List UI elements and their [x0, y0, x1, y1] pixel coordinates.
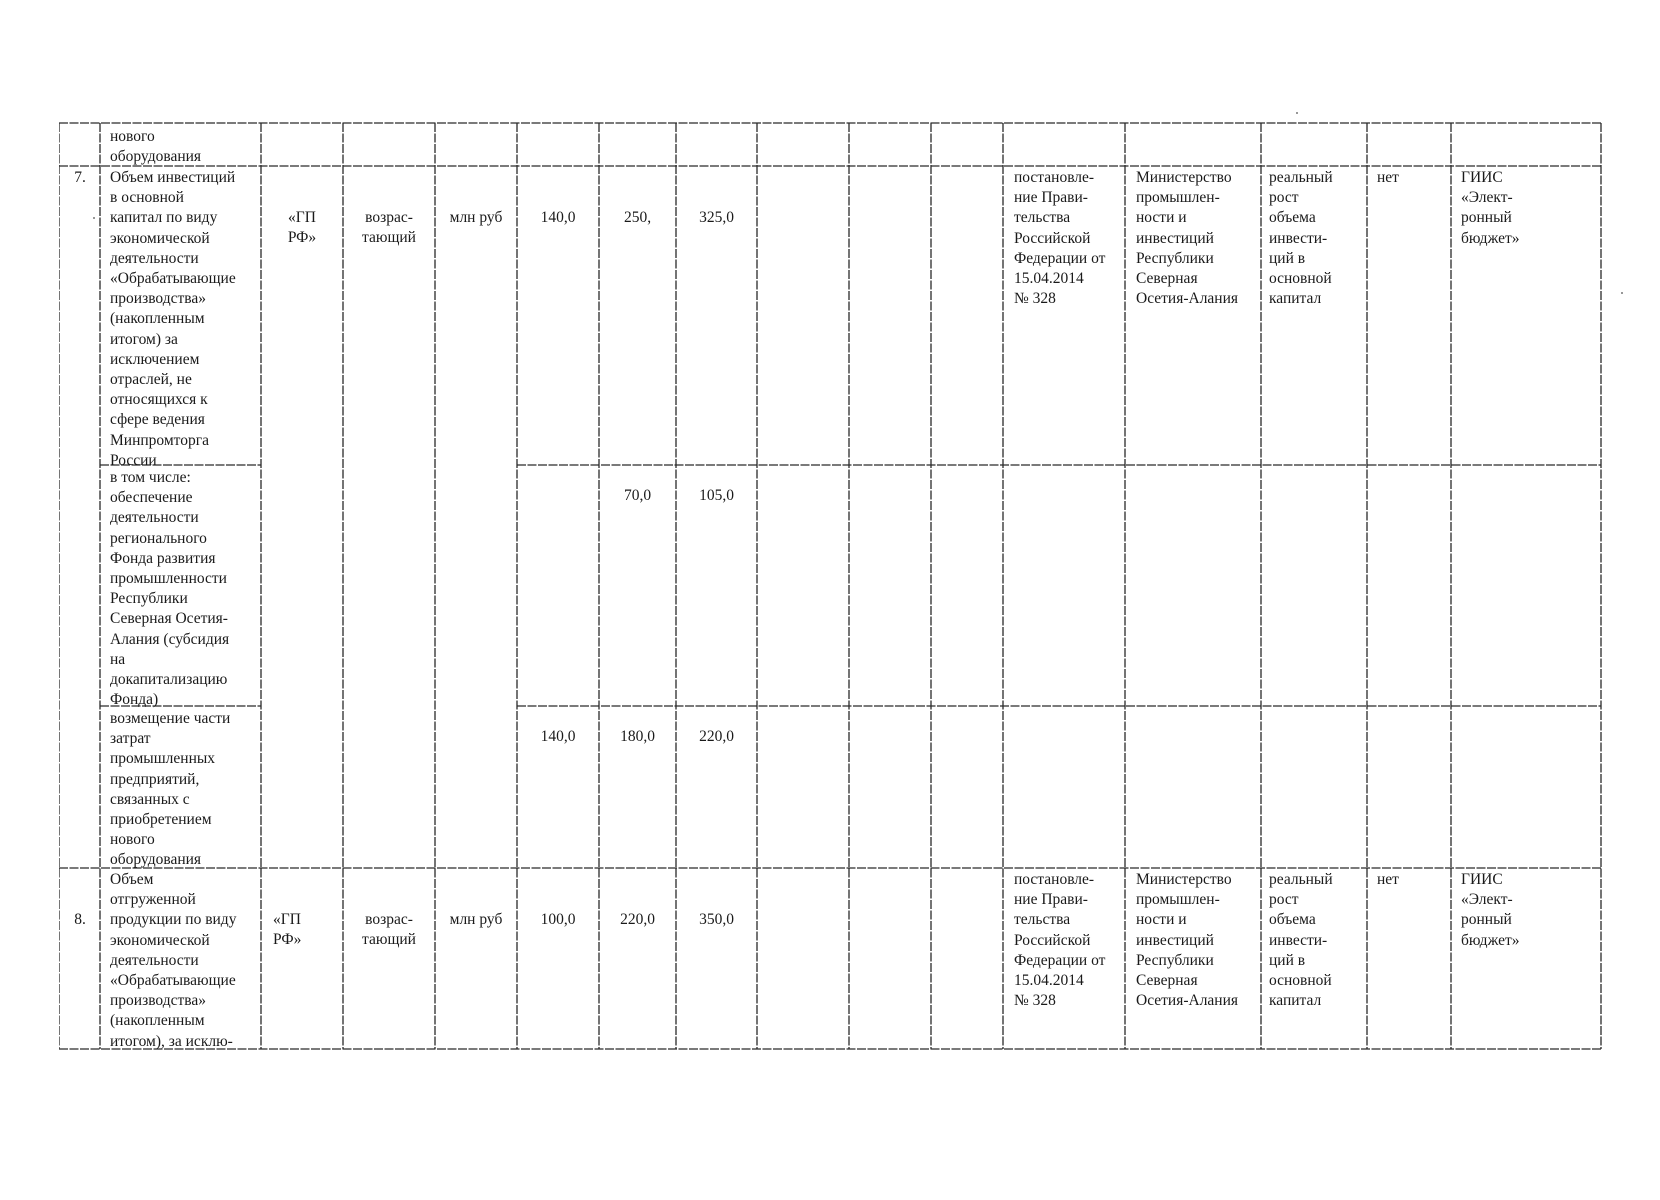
value-2-cell: 250, [623, 209, 652, 226]
value-1-cell: 100,0 [540, 911, 576, 928]
indicator-cell: Объем инвестиций в основной капитал по виду экономической деятельности «Обрабатывающие производства» (накопленным итогом) за исключением отраслей, не относящихся к сфере ведения Минпромторга России [110, 169, 236, 469]
info-system-cell: ГИИС «Элект- ронный бюджет» [1461, 169, 1520, 247]
flag-cell: нет [1377, 871, 1399, 888]
legal-basis-cell: постановле- ние Прави- тельства Российской Федерации от 15.04.2014 № 328 [1014, 871, 1106, 1010]
scan-speck [1296, 112, 1298, 114]
indicator-cell: в том числе: обеспечение деятельности регионального Фонда развития промышленности Республики Северная Осетия- Алания (субсидия на докапитализацию Фонда) [110, 469, 230, 709]
responsible-org-cell: Министерство промышлен- ности и инвестиций Республики Северная Осетия-Алания [1136, 169, 1239, 308]
scan-speck [1621, 292, 1623, 294]
value-3-cell: 350,0 [699, 911, 734, 928]
value-1-cell: 140,0 [540, 209, 576, 226]
value-3-cell: 325,0 [699, 209, 734, 226]
value-3-cell: 105,0 [699, 487, 734, 504]
source-cell: «ГП РФ» [287, 209, 317, 247]
legal-basis-cell: постановле- ние Прави- тельства Российской Федерации от 15.04.2014 № 328 [1014, 169, 1106, 308]
responsible-org-cell: Министерство промышлен- ности и инвестиций Республики Северная Осетия-Алания [1136, 871, 1239, 1010]
document-table [59, 122, 1602, 1052]
value-1-cell: 140,0 [540, 728, 576, 745]
unit-cell: млн руб [449, 209, 503, 226]
unit-cell: млн руб [449, 911, 503, 928]
info-system-cell: ГИИС «Элект- ронный бюджет» [1461, 871, 1520, 949]
indicator-cell: Объем отгруженной продукции по виду экономической деятельности «Обрабатывающие производства» (накопленным итогом), за исклю- [110, 871, 237, 1050]
trend-cell: возрас- тающий [362, 911, 416, 949]
expected-result-cell: реальный рост объема инвести- ций в основной капитал [1269, 169, 1333, 308]
row-number: 7. [74, 169, 86, 186]
value-2-cell: 220,0 [620, 911, 655, 928]
source-cell: «ГП РФ» [273, 911, 302, 949]
flag-cell: нет [1377, 169, 1399, 186]
row-number: 8. [74, 911, 86, 928]
trend-cell: возрас- тающий [362, 209, 416, 247]
value-2-cell: 70,0 [623, 487, 652, 504]
value-3-cell: 220,0 [699, 728, 734, 745]
value-2-cell: 180,0 [620, 728, 655, 745]
expected-result-cell: реальный рост объема инвести- ций в основной капитал [1269, 871, 1333, 1010]
indicator-cell: возмещение части затрат промышленных предприятий, связанных с приобретением нового оборудования [110, 710, 231, 869]
scan-speck [93, 217, 95, 219]
indicator-cell: нового оборудования [110, 128, 202, 166]
